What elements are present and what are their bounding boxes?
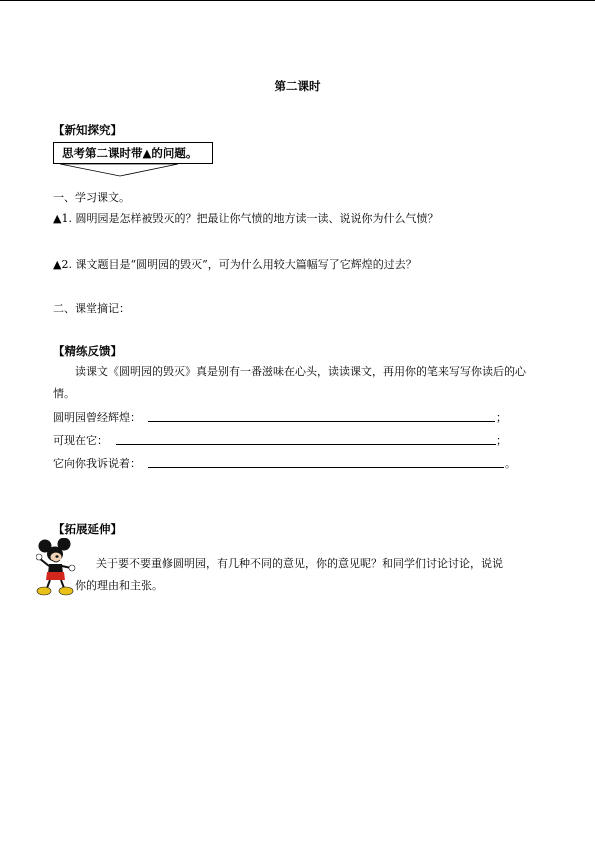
fill-label-telling: 它向你我诉说着： — [53, 457, 141, 470]
question-2: ▲2. 课文题目是“圆明园的毁灭”，可为什么用较大篇幅写了它辉煌的过去？ — [53, 258, 417, 271]
item-study-text: 一、学习课文。 — [53, 191, 130, 204]
down-arrow-icon — [60, 163, 180, 179]
item-class-notes: 二、课堂摘记： — [53, 302, 130, 315]
fill-line-glory[interactable] — [148, 421, 495, 422]
extend-paragraph-line2: 你的理由和主张。 — [75, 579, 163, 592]
fill-end-telling: 。 — [505, 457, 516, 470]
task-box: 思考第二课时带▲的问题。 — [53, 142, 213, 164]
mickey-mouse-icon — [36, 538, 76, 596]
extend-paragraph-line1: 关于要不要重修圆明园，有几种不同的意见，你的意见呢？和同学们讨论讨论，说说 — [96, 557, 503, 570]
fill-line-now[interactable] — [116, 444, 496, 445]
section-heading-extend: 【拓展延伸】 — [53, 522, 122, 536]
top-border-line — [0, 0, 595, 1]
question-1: ▲1. 圆明园是怎样被毁灭的？把最让你气愤的地方读一读、说说你为什么气愤？ — [53, 212, 439, 225]
section-heading-practice: 【精练反馈】 — [53, 344, 122, 358]
fill-label-glory: 圆明园曾经辉煌： — [53, 411, 141, 424]
section-heading-explore: 【新知探究】 — [53, 123, 122, 137]
page-title: 第二课时 — [274, 79, 321, 93]
fill-label-now: 可现在它： — [53, 434, 108, 447]
fill-end-glory: ； — [496, 411, 507, 424]
fill-end-now: ； — [496, 434, 507, 447]
practice-paragraph: 读课文《圆明园的毁灭》真是别有一番滋味在心头，读读课文，再用你的笔来写写你读后的心情。 — [53, 365, 526, 400]
fill-line-telling[interactable] — [148, 467, 504, 468]
